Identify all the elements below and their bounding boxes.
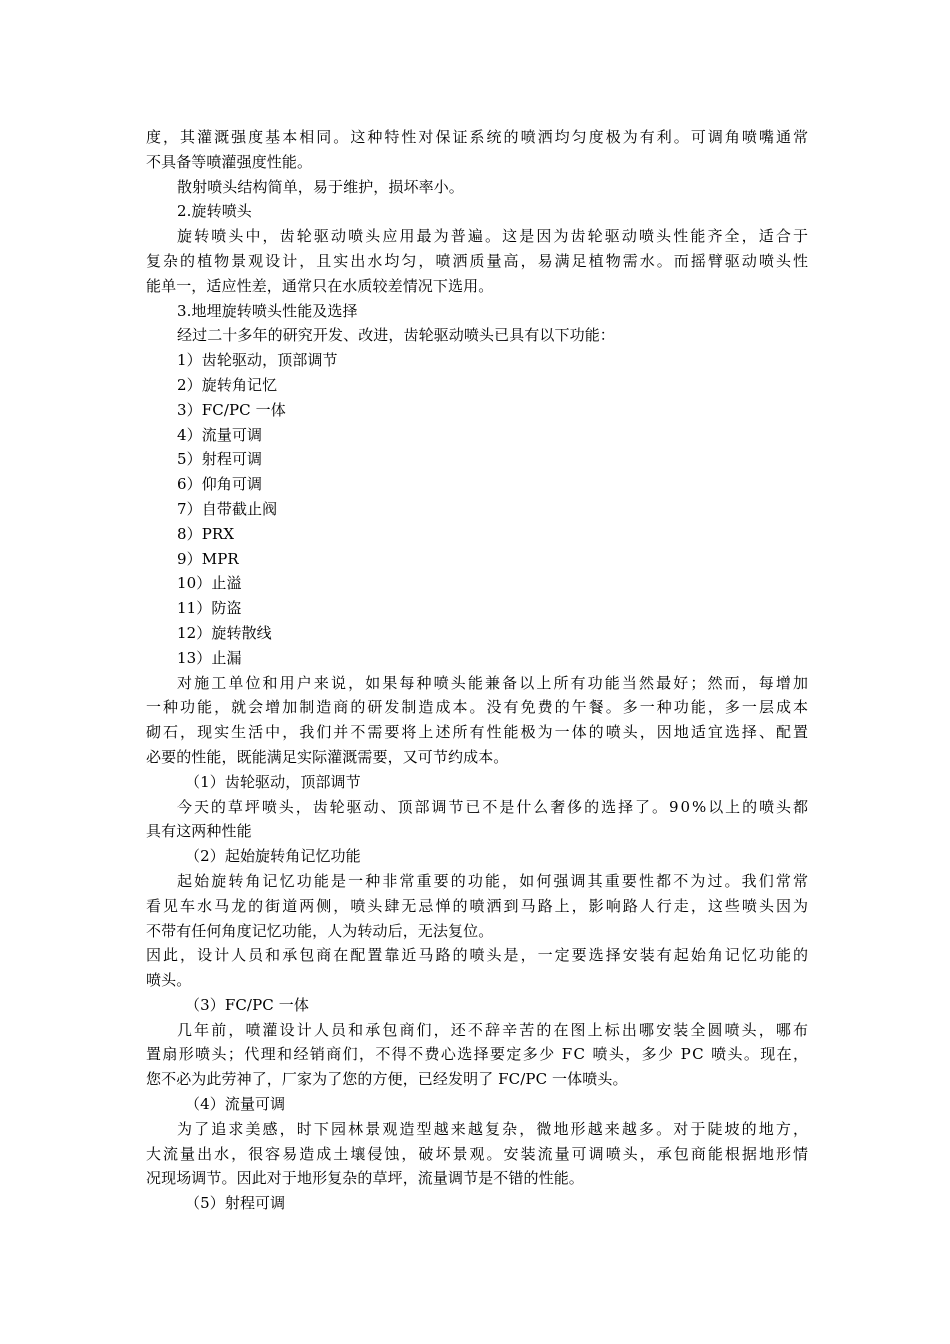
text-line-content: 大流量出水，很容易造成土壤侵蚀，破坏景观。安装流量可调喷头，承包商能根据地形情 <box>146 1144 811 1163</box>
text-line-content: 今天的草坪喷头，齿轮驱动、顶部调节已不是什么奢侈的选择了。90%以上的喷头都 <box>177 797 810 816</box>
text-line <box>146 671 811 696</box>
text-line: 9）MPR <box>177 549 239 568</box>
text-line-content: 复杂的植物景观设计，且实出水均匀，喷洒质量高，易满足植物需水。而摇臂驱动喷头性 <box>146 251 811 270</box>
text-line: 具有这两种性能 <box>146 822 252 841</box>
text-line: 散射喷头结构简单，易于维护，损坏率小。 <box>177 177 464 196</box>
text-line <box>146 1117 811 1142</box>
text-line: （2）起始旋转角记忆功能 <box>185 847 361 866</box>
text-line: 必要的性能，既能满足实际灌溉需要，又可节约成本。 <box>146 747 509 766</box>
text-line: 喷头。 <box>146 971 192 990</box>
text-line-content: 对施工单位和用户来说，如果每种喷头能兼备以上所有功能当然最好；然而，每增加 <box>177 673 811 692</box>
text-line: 5）射程可调 <box>177 450 263 469</box>
text-line: （3）FC/PC 一体 <box>185 995 309 1014</box>
text-line: 不带有任何角度记忆功能，人为转动后，无法复位。 <box>146 921 494 940</box>
text-line: 2.旋转喷头 <box>177 202 252 221</box>
text-line-content: 旋转喷头中，齿轮驱动喷头应用最为普遍。这是因为齿轮驱动喷头性能齐全，适合于 <box>177 227 811 246</box>
text-line: 6）仰角可调 <box>177 475 263 494</box>
text-line: 4）流量可调 <box>177 425 263 444</box>
text-line-content: 置扇形喷头；代理和经销商们，不得不费心选择要定多少 FC 喷头，多少 PC 喷头。现在， <box>146 1045 810 1064</box>
text-line-content: 因此，设计人员和承包商在配置靠近马路的喷头是，一定要选择安装有起始角记忆功能的 <box>146 946 811 965</box>
text-line: 不具备等喷灌强度性能。 <box>146 152 313 171</box>
text-line <box>146 720 811 745</box>
text-line <box>146 1018 811 1043</box>
text-line-content: 砌石，现实生活中，我们并不需要将上述所有性能极为一体的喷头，因地适宜选择、配置 <box>146 723 811 742</box>
text-line: 7）自带截止阀 <box>177 499 278 518</box>
text-line <box>146 869 811 894</box>
text-line: 能单一，适应性差，通常只在水质较差情况下选用。 <box>146 276 494 295</box>
text-line: 您不必为此劳神了，厂家为了您的方便，已经发明了 FC/PC 一体喷头。 <box>146 1070 628 1089</box>
text-line-content: 度，其灌溉强度基本相同。这种特性对保证系统的喷洒均匀度极为有利。可调角喷嘴通常 <box>146 128 811 146</box>
text-line <box>146 224 811 249</box>
text-line <box>146 1042 808 1067</box>
text-line <box>146 1142 811 1167</box>
text-line-content: 起始旋转角记忆功能是一种非常重要的功能，如何强调其重要性都不为过。我们常常 <box>177 871 811 890</box>
text-line <box>146 125 811 150</box>
text-line: （4）流量可调 <box>185 1095 286 1114</box>
text-line: 10）止溢 <box>177 574 242 593</box>
text-line-content: 一种功能，就会增加制造商的研发制造成本。没有免费的午餐。多一种功能，多一层成本 <box>146 698 811 717</box>
text-line-content: 看见车水马龙的街道两侧，喷头肆无忌惮的喷洒到马路上，影响路人行走，这些喷头因为 <box>146 896 811 915</box>
text-line <box>146 795 808 820</box>
document-page <box>146 125 811 1216</box>
text-line: 况现场调节。因此对于地形复杂的草坪，流量调节是不错的性能。 <box>146 1169 584 1188</box>
text-line: 11）防盗 <box>177 599 242 618</box>
text-line <box>146 695 811 720</box>
text-line-content: 几年前，喷灌设计人员和承包商们，还不辞辛苦的在图上标出哪安装全圆喷头，哪布 <box>177 1020 811 1039</box>
text-line: 1）齿轮驱动，顶部调节 <box>177 351 338 370</box>
text-line: 2）旋转角记忆 <box>177 375 278 394</box>
text-line: 3）FC/PC 一体 <box>177 400 286 419</box>
text-line: 13）止漏 <box>177 648 242 667</box>
text-line <box>146 943 811 968</box>
text-line: 8）PRX <box>177 524 235 543</box>
text-line-content: 为了追求美感，时下园林景观造型越来越复杂，微地形越来越多。对于陡坡的地方， <box>177 1119 811 1138</box>
text-line: 3.地埋旋转喷头性能及选择 <box>177 301 358 320</box>
text-line: （1）齿轮驱动，顶部调节 <box>185 772 361 791</box>
text-line <box>146 249 811 274</box>
text-line: 12）旋转散线 <box>177 623 272 642</box>
text-line: 经过二十多年的研究开发、改进，齿轮驱动喷头已具有以下功能： <box>177 326 615 345</box>
text-line <box>146 894 811 919</box>
text-line: （5）射程可调 <box>185 1194 286 1213</box>
